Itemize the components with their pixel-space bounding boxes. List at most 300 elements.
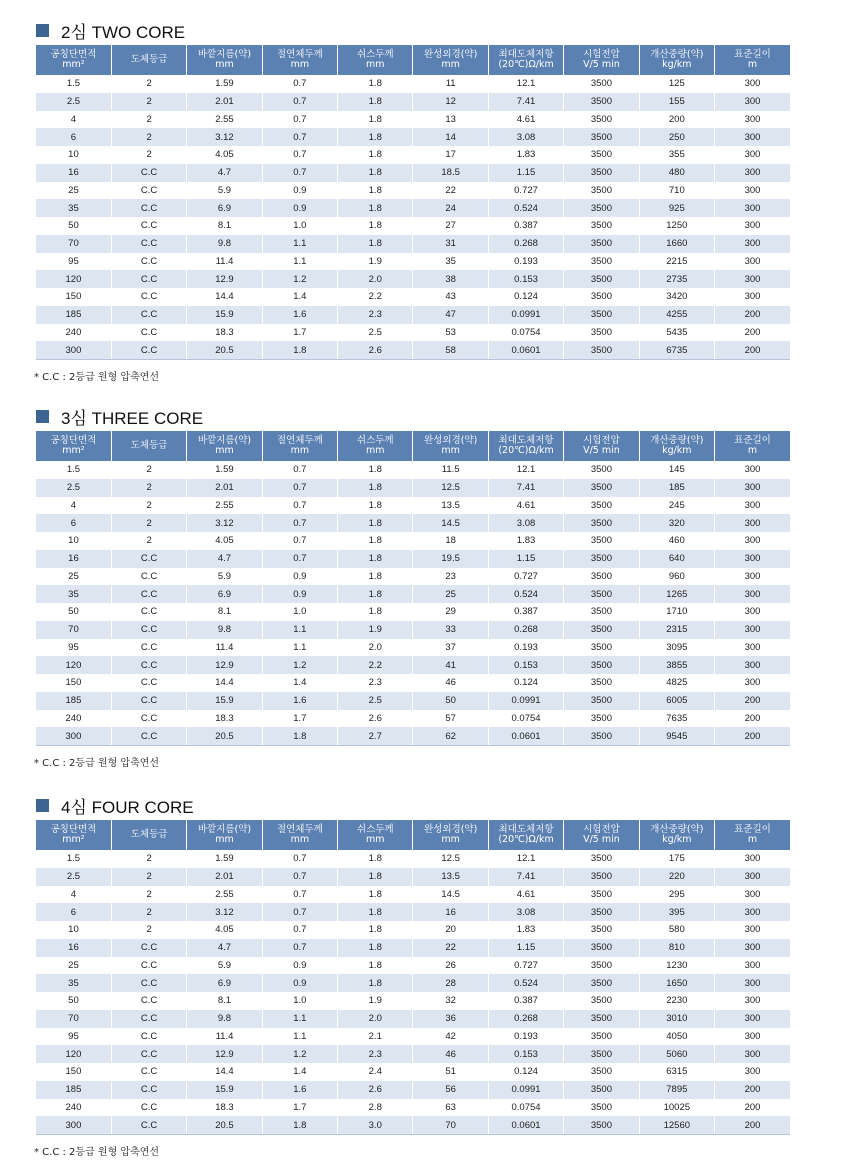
table-cell: 300 — [715, 288, 790, 306]
table-cell: 3500 — [564, 1045, 639, 1063]
table-cell: 0.524 — [488, 199, 563, 217]
table-cell: 2 — [111, 868, 186, 886]
table-cell: 3500 — [564, 1099, 639, 1117]
table-cell: 1.8 — [338, 461, 413, 479]
table-cell: 3500 — [564, 128, 639, 146]
table-cell: 0.727 — [488, 182, 563, 200]
table-cell: 4.61 — [488, 886, 563, 904]
table-cell: 23 — [413, 568, 488, 586]
table-cell: 125 — [639, 75, 714, 93]
table-cell: 26 — [413, 957, 488, 975]
table-cell: C.C — [111, 341, 186, 359]
table-cell: 4.7 — [187, 939, 262, 957]
table-cell: 240 — [36, 1099, 111, 1117]
table-cell: 6735 — [639, 341, 714, 359]
table-cell: 300 — [715, 621, 790, 639]
table-cell: 6 — [36, 514, 111, 532]
table-cell: C.C — [111, 957, 186, 975]
column-header-label: 완성외경(약) — [423, 435, 478, 446]
table-cell: 20.5 — [187, 1116, 262, 1134]
table-cell: C.C — [111, 974, 186, 992]
table-cell: 3500 — [564, 217, 639, 235]
table-cell: 300 — [715, 974, 790, 992]
table-cell: 3500 — [564, 710, 639, 728]
table-cell: 2 — [111, 479, 186, 497]
table-cell: 460 — [639, 532, 714, 550]
column-header-label: 쉬스두께 — [356, 49, 394, 60]
square-bullet-icon — [36, 799, 49, 812]
table-cell: 1.8 — [338, 514, 413, 532]
table-cell: 300 — [715, 568, 790, 586]
table-row — [36, 957, 790, 975]
table-cell: 0.727 — [488, 568, 563, 586]
table-cell: 1.6 — [262, 692, 337, 710]
table-cell: 0.7 — [262, 850, 337, 868]
table-cell: C.C — [111, 199, 186, 217]
table-cell: 0.193 — [488, 253, 563, 271]
column-header — [111, 820, 186, 850]
table-cell: 3.0 — [338, 1116, 413, 1134]
table-cell: 0.153 — [488, 270, 563, 288]
table-cell: 3500 — [564, 479, 639, 497]
table-row — [36, 182, 790, 200]
column-header — [413, 431, 488, 461]
table-cell: 20.5 — [187, 341, 262, 359]
table-cell: 1.8 — [338, 868, 413, 886]
table-cell: 300 — [715, 461, 790, 479]
table-cell: 0.268 — [488, 1010, 563, 1028]
column-header — [187, 431, 262, 461]
table-cell: 3500 — [564, 532, 639, 550]
table-cell: 16 — [36, 550, 111, 568]
table-cell: 0.387 — [488, 603, 563, 621]
column-header-label: 공칭단면적 — [50, 49, 97, 60]
table-cell: 11.4 — [187, 639, 262, 657]
table-cell: 0.0754 — [488, 1099, 563, 1117]
table-cell: 6.9 — [187, 585, 262, 603]
table-row — [36, 199, 790, 217]
column-header — [338, 431, 413, 461]
table-cell: 1.5 — [36, 75, 111, 93]
table-cell: 200 — [715, 692, 790, 710]
table-row — [36, 921, 790, 939]
column-header-label: 절연체두께 — [276, 435, 323, 446]
table-cell: 1.8 — [338, 550, 413, 568]
column-header-label: 도체등급 — [130, 829, 168, 840]
column-header-label: 공칭단면적 — [50, 824, 97, 835]
table-cell: 1.2 — [262, 1045, 337, 1063]
table-cell: 2.0 — [338, 639, 413, 657]
section-title-text: 3심 THREE CORE — [61, 408, 204, 428]
table-cell: 155 — [639, 93, 714, 111]
table-cell: 50 — [36, 992, 111, 1010]
table-cell: 4 — [36, 111, 111, 129]
column-header — [715, 820, 790, 850]
table-cell: C.C — [111, 1081, 186, 1099]
table-cell: 0.7 — [262, 514, 337, 532]
table-cell: 5.9 — [187, 182, 262, 200]
table-cell: 1250 — [639, 217, 714, 235]
table-cell: 0.9 — [262, 199, 337, 217]
section-four-core — [36, 793, 790, 1158]
column-header-label: 표준길이 — [734, 824, 771, 835]
table-row — [36, 992, 790, 1010]
table-cell: 0.0991 — [488, 306, 563, 324]
table-cell: 640 — [639, 550, 714, 568]
table-cell: 12.9 — [187, 656, 262, 674]
table-cell: 1.8 — [262, 1116, 337, 1134]
table-cell: 3500 — [564, 939, 639, 957]
table-cell: 185 — [639, 479, 714, 497]
table-cell: 300 — [715, 639, 790, 657]
table-cell: 18.3 — [187, 710, 262, 728]
table-cell: 2.55 — [187, 111, 262, 129]
column-header — [639, 431, 714, 461]
table-cell: 11.4 — [187, 1028, 262, 1046]
table-cell: 300 — [715, 1045, 790, 1063]
table-cell: 25 — [36, 182, 111, 200]
table-cell: 2.1 — [338, 1028, 413, 1046]
table-cell: 13.5 — [413, 497, 488, 515]
column-header-unit: mm² — [62, 445, 85, 456]
table-cell: 47 — [413, 306, 488, 324]
table-cell: 2.7 — [338, 727, 413, 745]
table-cell: 70 — [36, 621, 111, 639]
column-header — [262, 45, 337, 75]
column-header-label: 도체등급 — [130, 54, 168, 65]
table-cell: 1.8 — [338, 921, 413, 939]
table-cell: 1.8 — [338, 93, 413, 111]
table-cell: 12 — [413, 93, 488, 111]
table-cell: 1.0 — [262, 992, 337, 1010]
column-header-unit: m — [747, 59, 758, 70]
table-row — [36, 710, 790, 728]
column-header-unit: (20℃)Ω/km — [498, 834, 554, 845]
table-cell: 3500 — [564, 639, 639, 657]
column-header-label: 바깥지름(약) — [197, 49, 252, 60]
table-cell: 295 — [639, 886, 714, 904]
table-cell: 4.61 — [488, 497, 563, 515]
table-cell: 3500 — [564, 603, 639, 621]
table-cell: 2.5 — [36, 93, 111, 111]
table-cell: 480 — [639, 164, 714, 182]
table-cell: 2230 — [639, 992, 714, 1010]
table-cell: 3420 — [639, 288, 714, 306]
column-header-unit: mm — [441, 59, 460, 70]
table-cell: 12.9 — [187, 270, 262, 288]
table-cell: 32 — [413, 992, 488, 1010]
table-cell: 1.1 — [262, 1028, 337, 1046]
table-cell: 150 — [36, 1063, 111, 1081]
table-cell: 175 — [639, 850, 714, 868]
column-header-unit: (20℃)Ω/km — [498, 59, 554, 70]
table-cell: 925 — [639, 199, 714, 217]
table-cell: 1.7 — [262, 1099, 337, 1117]
table-cell: 1.9 — [338, 253, 413, 271]
table-cell: C.C — [111, 1116, 186, 1134]
column-header-label: 쉬스두께 — [356, 824, 394, 835]
table-cell: 2 — [111, 886, 186, 904]
table-cell: 2 — [111, 850, 186, 868]
table-cell: 2 — [111, 514, 186, 532]
column-header — [413, 45, 488, 75]
table-row — [36, 674, 790, 692]
table-cell: 0.7 — [262, 164, 337, 182]
table-cell: 9.8 — [187, 621, 262, 639]
table-row — [36, 164, 790, 182]
table-cell: 1650 — [639, 974, 714, 992]
table-cell: 42 — [413, 1028, 488, 1046]
table-cell: 0.7 — [262, 128, 337, 146]
table-cell: C.C — [111, 1063, 186, 1081]
column-header-label: 쉬스두께 — [356, 435, 394, 446]
table-cell: 3500 — [564, 992, 639, 1010]
table-cell: 3500 — [564, 692, 639, 710]
table-cell: 1.8 — [338, 903, 413, 921]
table-row — [36, 568, 790, 586]
table-cell: 1.4 — [262, 288, 337, 306]
table-cell: 0.7 — [262, 532, 337, 550]
table-cell: 8.1 — [187, 603, 262, 621]
table-cell: 150 — [36, 674, 111, 692]
table-cell: 70 — [36, 235, 111, 253]
table-row — [36, 639, 790, 657]
table-cell: 51 — [413, 1063, 488, 1081]
table-cell: 1.8 — [338, 957, 413, 975]
table-cell: 1.8 — [338, 585, 413, 603]
table-cell: 33 — [413, 621, 488, 639]
table-row — [36, 550, 790, 568]
table-cell: 8.1 — [187, 217, 262, 235]
table-cell: 300 — [715, 146, 790, 164]
table-cell: 200 — [715, 727, 790, 745]
table-cell: 15.9 — [187, 306, 262, 324]
table-cell: 12560 — [639, 1116, 714, 1134]
table-cell: 5435 — [639, 324, 714, 342]
column-header — [262, 820, 337, 850]
table-cell: 300 — [36, 341, 111, 359]
table-row — [36, 93, 790, 111]
table-cell: 3.08 — [488, 514, 563, 532]
table-cell: 2 — [111, 461, 186, 479]
table-cell: 1.0 — [262, 603, 337, 621]
column-header-label: 시험전압 — [583, 824, 620, 835]
table-cell: 95 — [36, 639, 111, 657]
table-cell: 120 — [36, 1045, 111, 1063]
table-cell: 24 — [413, 199, 488, 217]
table-cell: 0.7 — [262, 146, 337, 164]
section-title — [36, 404, 790, 428]
table-cell: 62 — [413, 727, 488, 745]
table-row — [36, 903, 790, 921]
table-cell: 3500 — [564, 146, 639, 164]
column-header-unit: V/5 min — [583, 445, 620, 456]
table-cell: 95 — [36, 253, 111, 271]
column-header-unit: mm — [366, 445, 385, 456]
table-cell: 14.4 — [187, 674, 262, 692]
table-cell: 50 — [36, 603, 111, 621]
table-cell: 10 — [36, 146, 111, 164]
table-cell: 0.9 — [262, 568, 337, 586]
table-cell: 185 — [36, 306, 111, 324]
table-cell: 3500 — [564, 1116, 639, 1134]
table-cell: 240 — [36, 324, 111, 342]
section-title-text: 4심 FOUR CORE — [61, 797, 194, 817]
table-cell: 14 — [413, 128, 488, 146]
table-cell: 300 — [715, 217, 790, 235]
table-row — [36, 727, 790, 745]
table-cell: 0.7 — [262, 497, 337, 515]
table-cell: 0.7 — [262, 868, 337, 886]
table-cell: 28 — [413, 974, 488, 992]
table-cell: 0.387 — [488, 992, 563, 1010]
table-cell: 200 — [715, 306, 790, 324]
column-header — [413, 820, 488, 850]
table-cell: 0.0601 — [488, 341, 563, 359]
table-cell: C.C — [111, 939, 186, 957]
table-cell: 1.15 — [488, 550, 563, 568]
table-cell: 2.3 — [338, 306, 413, 324]
table-cell: 1.4 — [262, 1063, 337, 1081]
table-cell: 300 — [715, 93, 790, 111]
column-header-unit: V/5 min — [583, 59, 620, 70]
table-cell: 1.8 — [338, 532, 413, 550]
table-cell: 1.8 — [338, 603, 413, 621]
table-cell: 1710 — [639, 603, 714, 621]
table-cell: 18.3 — [187, 324, 262, 342]
table-row — [36, 886, 790, 904]
table-cell: 300 — [715, 75, 790, 93]
table-row — [36, 532, 790, 550]
column-header-label: 최대도체저항 — [498, 824, 554, 835]
table-cell: 12.1 — [488, 461, 563, 479]
table-cell: 1265 — [639, 585, 714, 603]
column-header — [488, 431, 563, 461]
table-cell: 5.9 — [187, 957, 262, 975]
column-header — [338, 45, 413, 75]
table-cell: 14.5 — [413, 514, 488, 532]
table-cell: 1.8 — [338, 974, 413, 992]
table-cell: 3500 — [564, 235, 639, 253]
table-cell: C.C — [111, 253, 186, 271]
table-cell: 6.9 — [187, 974, 262, 992]
table-cell: 0.0754 — [488, 324, 563, 342]
table-cell: 35 — [413, 253, 488, 271]
table-cell: 0.0754 — [488, 710, 563, 728]
table-cell: 0.153 — [488, 656, 563, 674]
header-row — [36, 431, 790, 461]
table-cell: 2.4 — [338, 1063, 413, 1081]
table-cell: 7.41 — [488, 479, 563, 497]
table-cell: 3500 — [564, 1010, 639, 1028]
column-header — [111, 431, 186, 461]
table-cell: C.C — [111, 288, 186, 306]
table-cell: 38 — [413, 270, 488, 288]
table-cell: 300 — [715, 903, 790, 921]
table-cell: 6.9 — [187, 199, 262, 217]
table-cell: 3.12 — [187, 903, 262, 921]
section-title-text: 2심 TWO CORE — [61, 22, 186, 42]
table-row — [36, 270, 790, 288]
table-cell: 2.5 — [36, 479, 111, 497]
table-cell: 25 — [36, 957, 111, 975]
table-cell: 1.8 — [338, 199, 413, 217]
table-cell: 1.8 — [338, 182, 413, 200]
table-cell: 300 — [715, 182, 790, 200]
table-cell: 300 — [715, 1063, 790, 1081]
column-header — [111, 45, 186, 75]
table-cell: 1.4 — [262, 674, 337, 692]
table-cell: 200 — [715, 341, 790, 359]
table-cell: C.C — [111, 1099, 186, 1117]
table-cell: 4.7 — [187, 164, 262, 182]
table-cell: 3500 — [564, 886, 639, 904]
table-cell: 3500 — [564, 727, 639, 745]
table-row — [36, 974, 790, 992]
column-header — [36, 820, 111, 850]
table-cell: 1.5 — [36, 461, 111, 479]
table-cell: 2.3 — [338, 674, 413, 692]
table-cell: 1.15 — [488, 164, 563, 182]
table-cell: 300 — [715, 939, 790, 957]
table-cell: 7.41 — [488, 868, 563, 886]
table-cell: 200 — [715, 1099, 790, 1117]
table-cell: 6 — [36, 128, 111, 146]
table-cell: 20 — [413, 921, 488, 939]
column-header — [715, 45, 790, 75]
table-cell: 2.6 — [338, 341, 413, 359]
table-cell: 300 — [36, 727, 111, 745]
column-header — [488, 820, 563, 850]
table-cell: 1.7 — [262, 324, 337, 342]
column-header-unit: mm — [215, 445, 234, 456]
table-row — [36, 868, 790, 886]
table-cell: 3500 — [564, 1063, 639, 1081]
column-header — [639, 820, 714, 850]
table-cell: 1.59 — [187, 461, 262, 479]
table-row — [36, 692, 790, 710]
table-cell: 3500 — [564, 550, 639, 568]
column-header-label: 표준길이 — [734, 435, 771, 446]
table-row — [36, 621, 790, 639]
column-header — [564, 45, 639, 75]
table-cell: 4050 — [639, 1028, 714, 1046]
table-cell: C.C — [111, 1010, 186, 1028]
table-cell: 2 — [111, 128, 186, 146]
table-cell: 29 — [413, 603, 488, 621]
column-header — [36, 431, 111, 461]
spec-table — [36, 45, 790, 360]
table-cell: 2315 — [639, 621, 714, 639]
table-cell: 150 — [36, 288, 111, 306]
table-cell: 16 — [413, 903, 488, 921]
table-cell: 3500 — [564, 921, 639, 939]
table-cell: 12.5 — [413, 850, 488, 868]
table-cell: 300 — [715, 253, 790, 271]
table-cell: 0.7 — [262, 903, 337, 921]
table-cell: 7635 — [639, 710, 714, 728]
table-cell: 300 — [715, 199, 790, 217]
table-cell: 14.4 — [187, 288, 262, 306]
table-cell: 0.124 — [488, 1063, 563, 1081]
table-cell: 43 — [413, 288, 488, 306]
table-cell: 960 — [639, 568, 714, 586]
table-cell: 320 — [639, 514, 714, 532]
table-cell: 4.61 — [488, 111, 563, 129]
table-cell: 1.8 — [338, 111, 413, 129]
table-row — [36, 1063, 790, 1081]
section-three-core — [36, 404, 790, 769]
